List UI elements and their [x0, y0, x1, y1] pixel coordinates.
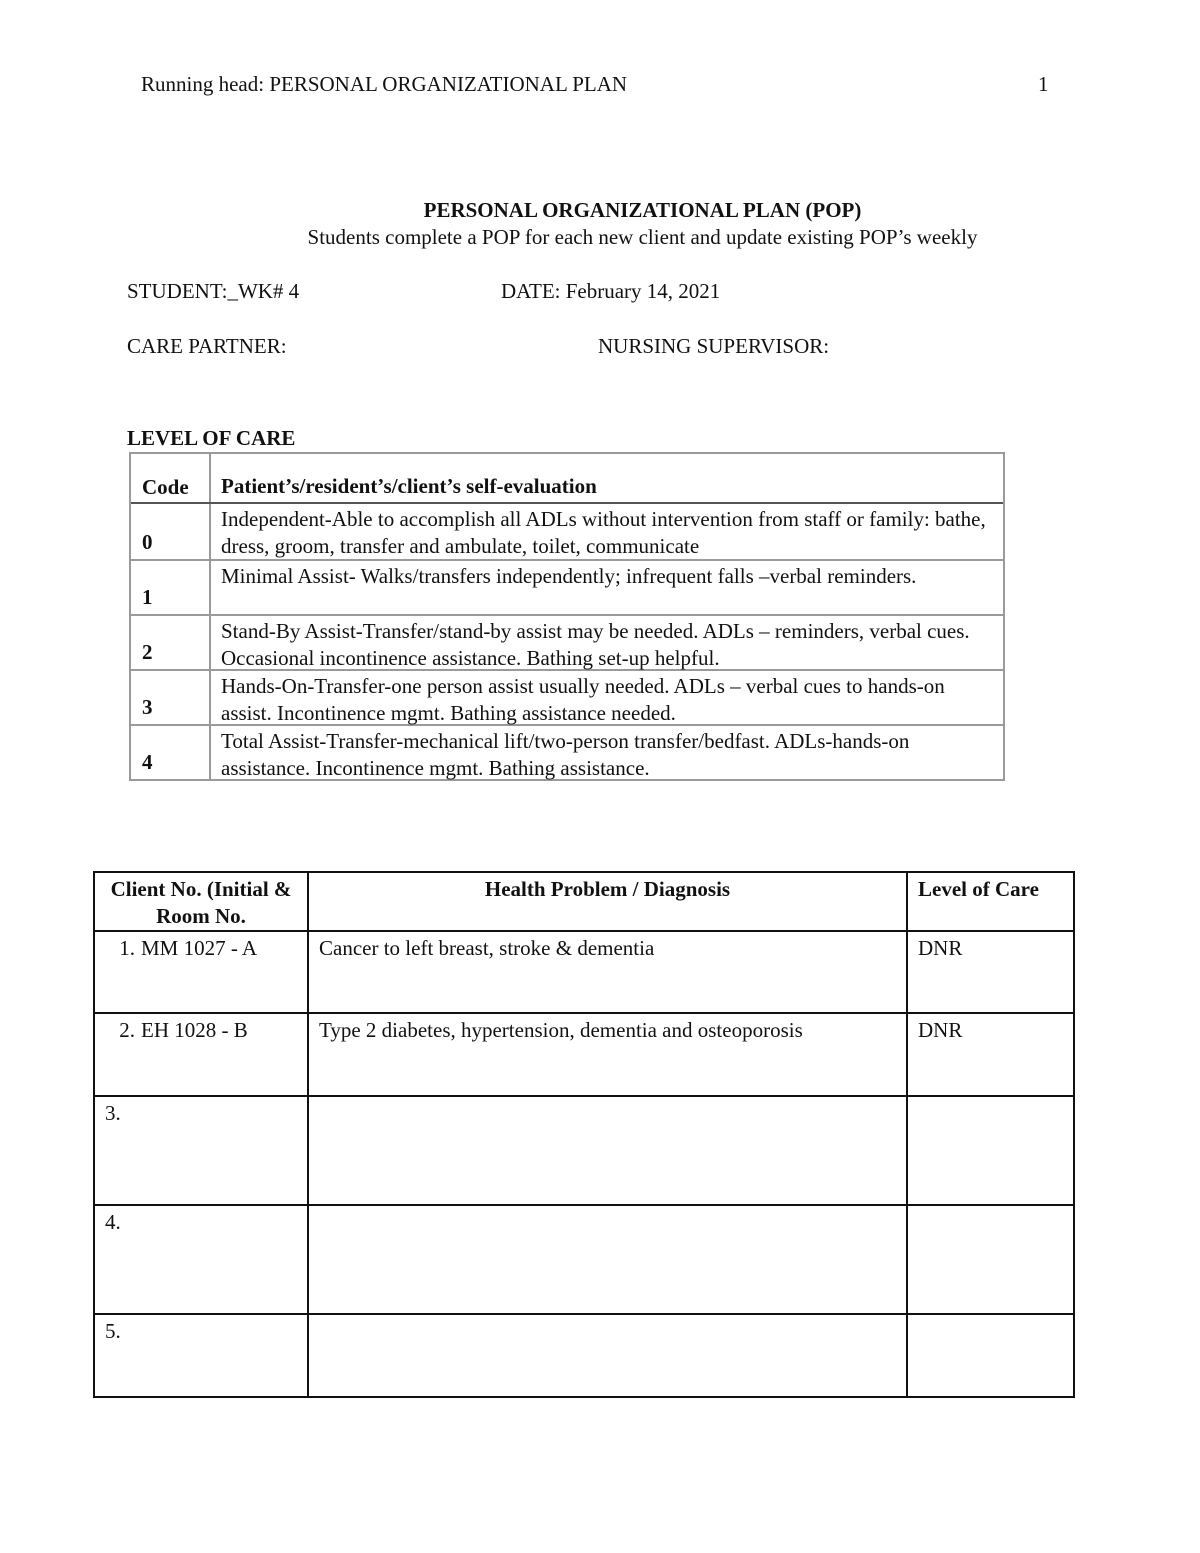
level-of-care-row [131, 504, 1003, 559]
level-description: Independent-Able to accomplish all ADLs without intervention from staff or family: bathe, dress, groom, transfer and ambulate, toilet, communicate [221, 507, 986, 558]
level-code: 0 [131, 504, 211, 559]
health-cell: Cancer to left breast, stroke & dementia [308, 931, 907, 1013]
level-of-care-row [131, 559, 1003, 614]
code-column-header: Code [131, 454, 211, 502]
level-cell [907, 1205, 1074, 1314]
document-subtitle: Students complete a POP for each new client and update existing POP’s weekly [307, 225, 978, 249]
level-description: Minimal Assist- Walks/transfers independently; infrequent falls –verbal reminders. [221, 564, 917, 588]
client-column-header: Client No. (Initial & Room No. [94, 872, 308, 931]
level-code: 3 [131, 671, 211, 724]
page-number: 1 [1038, 72, 1049, 96]
health-cell [308, 1096, 907, 1205]
table-row [94, 1013, 1074, 1096]
table-row [94, 931, 1074, 1013]
client-number: 2. [119, 1018, 135, 1042]
client-cell [94, 1013, 308, 1096]
nursing-supervisor-field: NURSING SUPERVISOR: [598, 334, 830, 358]
level-of-care-header-row [131, 454, 1003, 504]
table-row [94, 1205, 1074, 1314]
running-head: Running head: PERSONAL ORGANIZATIONAL PLAN [141, 72, 628, 96]
level-cell: DNR [907, 1013, 1074, 1096]
level-cell [907, 1096, 1074, 1205]
client-cell [94, 1314, 308, 1397]
level-description: Total Assist-Transfer-mechanical lift/two-person transfer/bedfast. ADLs-hands-on assistance. Incontinence mgmt. Bathing assistance. [221, 729, 910, 780]
level-description: Stand-By Assist-Transfer/stand-by assist may be needed. ADLs – reminders, verbal cues. Occasional incontinence assistance. Bathing set-up helpful. [221, 619, 970, 670]
health-cell [308, 1314, 907, 1397]
client-id: EH 1028 - B [141, 1018, 248, 1042]
level-column-header: Level of Care [907, 872, 1074, 931]
client-cell [94, 1205, 308, 1314]
level-cell [907, 1314, 1074, 1397]
client-number: 1. [119, 936, 135, 960]
level-of-care-row [131, 724, 1003, 779]
level-description: Hands-On-Transfer-one person assist usually needed. ADLs – verbal cues to hands-on assist. Incontinence mgmt. Bathing assistance needed. [221, 674, 945, 725]
client-number: 3. [105, 1101, 121, 1125]
level-of-care-row [131, 614, 1003, 669]
level-code: 2 [131, 616, 211, 669]
client-number: 5. [105, 1319, 121, 1343]
student-field: STUDENT:_WK# 4 [127, 279, 300, 303]
client-id: MM 1027 - A [141, 936, 258, 960]
table-row [94, 1314, 1074, 1397]
client-cell [94, 931, 308, 1013]
level-of-care-heading: LEVEL OF CARE [127, 426, 296, 450]
level-of-care-table [129, 452, 1005, 781]
health-column-header: Health Problem / Diagnosis [308, 872, 907, 931]
date-field: DATE: February 14, 2021 [501, 279, 721, 303]
table-row [94, 1096, 1074, 1205]
clients-header-row [94, 872, 1074, 931]
document-title: PERSONAL ORGANIZATIONAL PLAN (POP) [423, 198, 862, 222]
self-evaluation-column-header: Patient’s/resident’s/client’s self-evaluation [221, 474, 597, 498]
care-partner-field: CARE PARTNER: [127, 334, 287, 358]
level-code: 4 [131, 726, 211, 779]
level-code: 1 [131, 561, 211, 614]
level-of-care-row [131, 669, 1003, 724]
client-cell [94, 1096, 308, 1205]
health-cell: Type 2 diabetes, hypertension, dementia and osteoporosis [308, 1013, 907, 1096]
level-cell: DNR [907, 931, 1074, 1013]
client-number: 4. [105, 1210, 121, 1234]
health-cell [308, 1205, 907, 1314]
clients-table [93, 871, 1075, 1398]
